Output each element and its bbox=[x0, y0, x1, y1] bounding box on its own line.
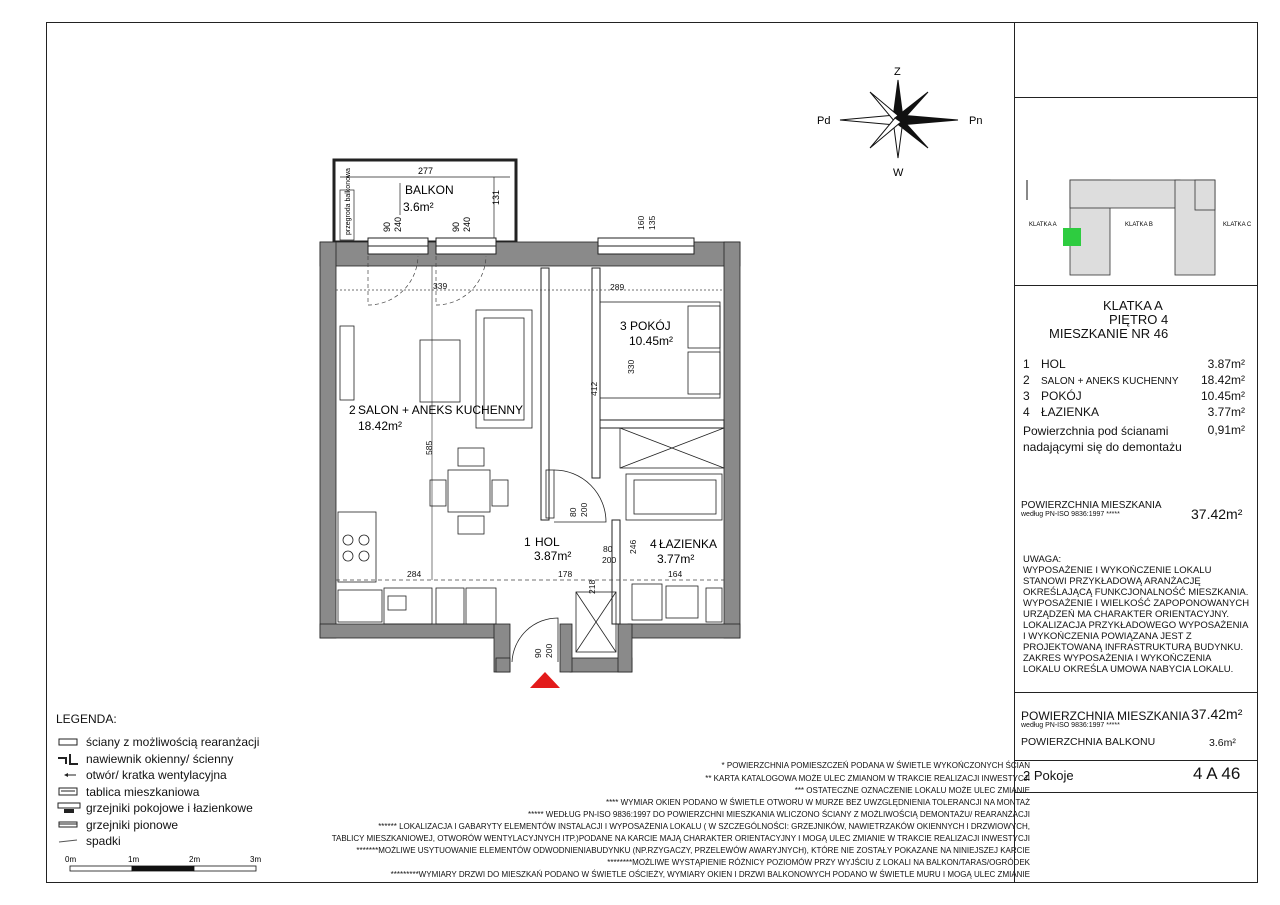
dim-door-laz-w: 80 bbox=[603, 544, 613, 554]
compass-south: W bbox=[893, 167, 904, 179]
balcony-win2-h: 240 bbox=[462, 216, 472, 232]
room4-name: ŁAZIENKA bbox=[659, 537, 718, 551]
vent-inlet-icon bbox=[56, 752, 82, 766]
keyplan-a: KLATKA A bbox=[1029, 222, 1057, 228]
vertical-radiator-icon bbox=[56, 818, 82, 832]
keyplan-b: KLATKA B bbox=[1125, 222, 1153, 228]
exterior-walls bbox=[320, 242, 740, 672]
total2-label: POWIERZCHNIA MIESZKANIA bbox=[1021, 709, 1190, 723]
balcony-width-dim: 277 bbox=[418, 166, 434, 176]
stair-label: KLATKA A bbox=[1103, 298, 1163, 313]
footnote: *** OSTATECZNE OZNACZENIE LOKALU MOŻE ULEC ZMIANIE bbox=[794, 786, 1030, 795]
footnote: **** WYMIAR OKIEN PODANO W ŚWIETLE OTWORU W MURZE BEZ UWZGLĘDNIENIA TOLERANCJI NA MONTAŻ bbox=[605, 798, 1030, 807]
scale-bar bbox=[70, 866, 256, 871]
rooms-count: 2 Pokoje bbox=[1023, 768, 1074, 783]
dim-salon-h: 585 bbox=[424, 440, 434, 455]
dim-laz-h: 246 bbox=[628, 539, 638, 554]
dim-pokoj-w: 289 bbox=[610, 282, 625, 292]
balcony-depth-dim: 131 bbox=[491, 189, 501, 205]
room2-no: 2 bbox=[349, 403, 356, 417]
table-icon bbox=[420, 340, 460, 402]
dim-pokoj-win-w: 160 bbox=[636, 215, 646, 230]
total2-sub: według PN-ISO 9836:1997 ***** bbox=[1021, 722, 1120, 729]
dim-entry-h: 200 bbox=[544, 643, 554, 658]
bed-icon bbox=[600, 302, 720, 398]
legend-item: nawiewnik okienny/ ścienny bbox=[56, 751, 259, 768]
balcony-label: BALKON bbox=[405, 183, 454, 197]
unit-highlight bbox=[1063, 228, 1081, 246]
inner-wall-right bbox=[592, 268, 600, 478]
room-table bbox=[1023, 357, 1245, 455]
dining-table-icon bbox=[448, 470, 490, 512]
footnote: ********MOŻLIWE WYSTĄPIENIE RÓŻNICY POZIOMÓW PRZY WYJŚCIU Z LOKALI NA BALKON/TARAS/OGRÓDEK bbox=[607, 858, 1030, 867]
dim-pokoj-win-h: 135 bbox=[647, 215, 657, 230]
legend bbox=[56, 712, 259, 850]
bathtub-icon bbox=[626, 474, 722, 520]
dim-door-hol-h: 200 bbox=[579, 502, 589, 517]
scale-1: 1m bbox=[128, 855, 140, 864]
footnote: ***** WEDŁUG PN-ISO 9836:1997 DO POWIERZCHNI MIESZKANIA WLICZONO ŚCIANY Z MOŻLIWOŚCIĄ DEMONTAŻU/ REARANŻACJI bbox=[527, 810, 1030, 819]
unit-label: MIESZKANIE NR 46 bbox=[1049, 326, 1169, 341]
entrance-marker-icon bbox=[530, 672, 560, 688]
balcony-win2-w: 90 bbox=[451, 221, 461, 232]
electrical-panel-icon bbox=[56, 785, 82, 799]
room1-name: HOL bbox=[535, 535, 560, 549]
room-row: 2 SALON + ANEKS KUCHENNY 18.42m² bbox=[1023, 373, 1245, 387]
balcony-area-label: POWIERZCHNIA BALKONU bbox=[1021, 736, 1156, 748]
balcony-win1-h: 240 bbox=[393, 216, 403, 232]
unit-code: 4 A 46 bbox=[1193, 764, 1241, 783]
key-plan bbox=[1015, 100, 1255, 280]
dim-bottom-left: 284 bbox=[407, 569, 422, 579]
compass-north: Z bbox=[894, 66, 901, 78]
dim-entry-w: 90 bbox=[533, 648, 543, 658]
dim-pokoj-h: 412 bbox=[589, 381, 599, 396]
legend-item: grzejniki pionowe bbox=[56, 817, 259, 834]
info-panel bbox=[1014, 22, 1258, 883]
footnote: *********WYMIARY DRZWI DO MIESZKAŃ PODANO W ŚWIETLE OŚCIEŻY, WYMIARY OKIEN I DRZWI BALKONOWYCH PODANO W ŚWIETLE MURU I MOGĄ ULEC ZMIANIE bbox=[390, 870, 1030, 879]
slope-icon bbox=[56, 834, 82, 848]
legend-item: ściany z możliwością rearanżacji bbox=[56, 734, 259, 751]
sink-icon bbox=[384, 588, 432, 624]
inner-wall-left bbox=[541, 268, 549, 520]
walls-row: Powierzchnia pod ścianami nadającymi się do demontażu 0,91m² bbox=[1023, 423, 1245, 454]
compass-west: Pd bbox=[817, 115, 831, 127]
room-row: 1 HOL 3.87m² bbox=[1023, 357, 1245, 371]
legend-item: otwór/ kratka wentylacyjna bbox=[56, 767, 259, 784]
room-row: 3 POKÓJ 10.45m² bbox=[1023, 389, 1245, 403]
dim-hol-w: 178 bbox=[558, 569, 573, 579]
dim-door-laz-h: 200 bbox=[602, 555, 617, 565]
dim-pokoj-inner: 330 bbox=[626, 359, 636, 374]
balcony-win1-w: 90 bbox=[382, 221, 392, 232]
dim-door-hol-w: 80 bbox=[568, 507, 578, 517]
radiator-icon bbox=[56, 801, 82, 815]
dim-salon-w: 339 bbox=[433, 281, 448, 291]
legend-item: spadki bbox=[56, 833, 259, 850]
room3-area: 10.45m² bbox=[629, 334, 674, 348]
room2-name: SALON + ANEKS KUCHENNY bbox=[358, 403, 524, 417]
rearrangeable-wall-icon bbox=[56, 735, 82, 749]
stove-icon bbox=[338, 512, 376, 582]
scale-2: 2m bbox=[189, 855, 201, 864]
balcony-area-value: 3.6m² bbox=[1209, 737, 1236, 749]
legend-item: tablica mieszkaniowa bbox=[56, 784, 259, 801]
room1-no: 1 bbox=[524, 535, 531, 549]
keyplan-c: KLATKA C bbox=[1223, 222, 1252, 228]
footnote: ** KARTA KATALOGOWA MOŻE ULEC ZMIANOM W TRAKCIE REALIZACJI INWESTYCJI bbox=[705, 774, 1030, 783]
legend-item: grzejniki pokojowe i łazienkowe bbox=[56, 800, 259, 817]
balcony-area: 3.6m² bbox=[403, 200, 434, 214]
scale-0: 0m bbox=[65, 855, 77, 864]
total-label: POWIERZCHNIA MIESZKANIA bbox=[1021, 500, 1162, 511]
total-sub: według PN-ISO 9836:1997 ***** bbox=[1021, 511, 1120, 518]
room4-no: 4 bbox=[650, 537, 657, 551]
room2-area: 18.42m² bbox=[358, 419, 403, 433]
legend-title: LEGENDA: bbox=[56, 712, 117, 726]
dim-shaft: 218 bbox=[587, 579, 597, 594]
dim-laz-w: 164 bbox=[668, 569, 683, 579]
room4-area: 3.77m² bbox=[657, 552, 695, 566]
balcony-divider-note: przegroda balkonowa bbox=[345, 168, 352, 235]
total2-area: 37.42m² bbox=[1191, 706, 1243, 722]
compass-east: Pn bbox=[969, 115, 983, 127]
total-area: 37.42m² bbox=[1191, 506, 1243, 522]
room3-no: 3 bbox=[620, 319, 627, 333]
scale-3: 3m bbox=[250, 855, 262, 864]
footnote: * POWIERZCHNIA POMIESZCZEŃ PODANA W ŚWIETLE WYKOŃCZONYCH ŚCIAN bbox=[721, 761, 1030, 770]
footnote: *******MOŻLIWE USYTUOWANIE ELEMENTÓW ODWODNIENIABUDYNKU (NP.RZYGACZY, PRZELEWÓW AWARYJNYCH), KTÓRE NIE ZOSTAŁY POKAZANE NA NINIEJSZEJ KARCIE bbox=[356, 846, 1030, 855]
footnote: TABLICY MIESZKANIOWEJ, OTWORÓW WENTYLACYJNYCH ITP.)PODANE NA KARCIE MAJĄ CHARAKTER ORIENTACYJNY I MOGĄ ULEC ZMIANIE W TRAKCIE REALIZACJI INWESTYCJI bbox=[331, 834, 1030, 843]
room3-name: POKÓJ bbox=[630, 319, 671, 333]
footnote: ****** LOKALIZACJA I GABARYTY ELEMENTÓW INSTALACJI I WYPOSAŻENIA LOKALU ( W SZCZEGÓLNOŚCI: GRZEJNIKÓW, NAWIETRZAKÓW OKIENNYCH I DRZWIOWYCH, bbox=[378, 822, 1030, 831]
compass-rose-icon bbox=[840, 80, 958, 158]
vent-grille-icon bbox=[56, 768, 82, 782]
room-row: 4 ŁAZIENKA 3.77m² bbox=[1023, 405, 1245, 419]
room1-area: 3.87m² bbox=[534, 549, 572, 563]
note: UWAGA: WYPOSAŻENIE I WYKOŃCZENIE LOKALU STANOWI PRZYKŁADOWĄ ARANŻACJĘ OKREŚLAJĄCĄ FUNKCJONALNOŚĆ MIESZKANIA. WYPOSAŻENIE I WIELKOŚĆ ZAPOPONOWANYCH URZĄDZEŃ MA CHARAKTER ORIENTACYJNY. LOKALIZACJA PRZYKŁADOWEGO WYPOSAŻENIA I WYKOŃCZENIA POWIĄZANA JEST Z PROJEKTOWANĄ INFRASTRUKTURĄ BUDYNKU. ZAKRES WYPOSAŻENIA I WYKOŃCZENIA LOKALU OKREŚLA UMOWA NABYCIA LOKALU. bbox=[1023, 554, 1250, 675]
floor-label: PIĘTRO 4 bbox=[1109, 312, 1169, 327]
